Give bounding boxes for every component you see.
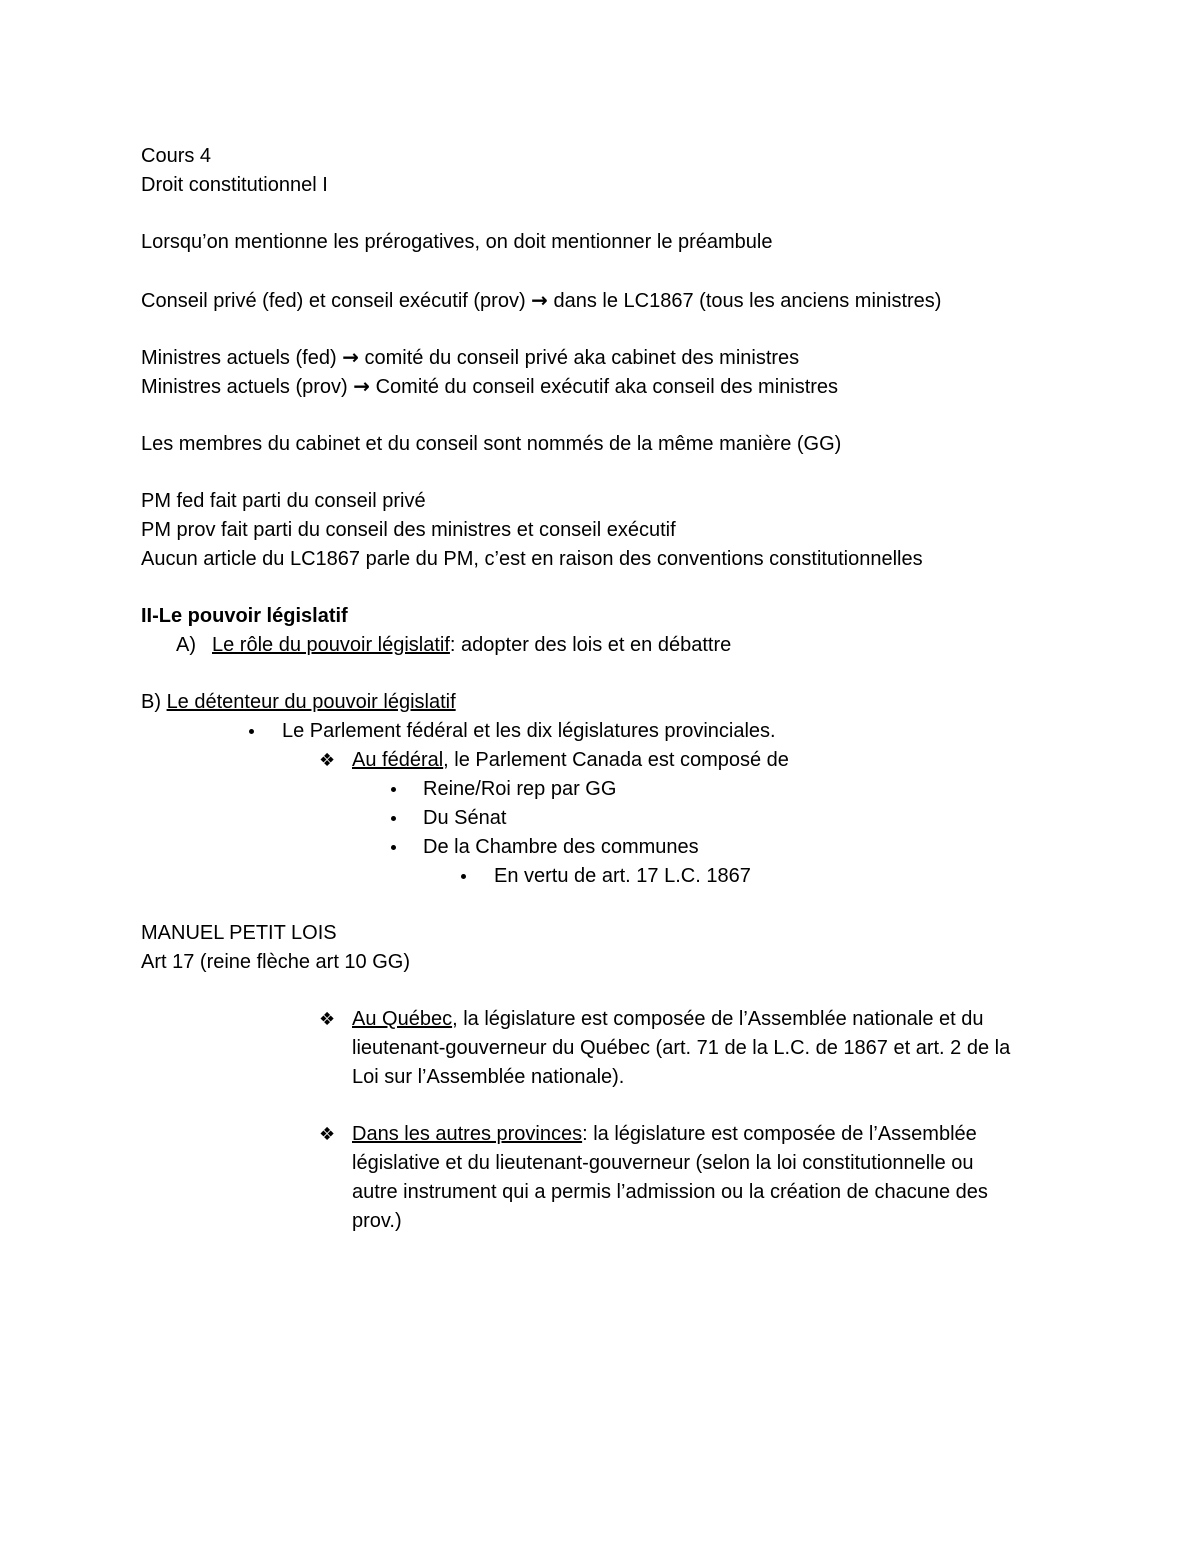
- bullet-chambre: De la Chambre des communes: [423, 836, 699, 858]
- item-autres-text-1: : la législature est composée de l’Assemblée: [582, 1123, 977, 1145]
- item-quebec-text-2: lieutenant-gouverneur du Québec (art. 71 de la L.C. de 1867 et art. 2 de la: [352, 1037, 1011, 1059]
- note-ministres-prov-a: Ministres actuels (prov): [141, 376, 348, 398]
- bullet-parlement: Le Parlement fédéral et les dix législatures provinciales.: [282, 720, 776, 742]
- note-conseil: [141, 286, 941, 316]
- note-manuel: MANUEL PETIT LOIS: [141, 922, 337, 944]
- note-aucun-article: Aucun article du LC1867 parle du PM, c’est en raison des conventions constitutionnelles: [141, 548, 923, 570]
- item-federal-text: , le Parlement Canada est composé de: [443, 749, 789, 771]
- item-a-heading: Le rôle du pouvoir législatif: [212, 634, 450, 656]
- bullet-icon: [391, 833, 396, 862]
- item-federal: [352, 746, 789, 775]
- diamond-bullet-icon: ❖: [319, 1124, 336, 1145]
- item-quebec-text-3: Loi sur l’Assemblée nationale).: [352, 1066, 625, 1088]
- item-autres-text-3: autre instrument qui a permis l’admission ou la création de chacune des: [352, 1181, 988, 1203]
- course-subject: Droit constitutionnel I: [141, 174, 328, 196]
- item-b-marker: B): [141, 691, 167, 713]
- item-autres-text-4: prov.): [352, 1210, 402, 1232]
- note-ministres-fed-a: Ministres actuels (fed): [141, 347, 337, 369]
- item-b: [141, 688, 456, 717]
- bullet-icon: [461, 862, 466, 891]
- list-marker-a: A): [176, 634, 196, 656]
- bullet-icon: [391, 775, 396, 804]
- note-ministres-fed: [141, 343, 799, 373]
- bullet-vertu: En vertu de art. 17 L.C. 1867: [494, 865, 751, 887]
- note-art17: Art 17 (reine flèche art 10 GG): [141, 951, 411, 973]
- item-a-text: : adopter des lois et en débattre: [449, 634, 732, 656]
- item-autres-heading: Dans les autres provinces: [352, 1123, 583, 1145]
- note-ministres-prov-b: Comité du conseil exécutif aka conseil des ministres: [375, 376, 839, 398]
- bullet-icon: [391, 804, 396, 833]
- item-a: [212, 631, 731, 660]
- arrow-icon: →: [353, 374, 371, 398]
- course-number: Cours 4: [141, 145, 212, 167]
- note-pm-prov: PM prov fait parti du conseil des ministres et conseil exécutif: [141, 519, 676, 541]
- section-title: II-Le pouvoir législatif: [141, 605, 348, 627]
- note-conseil-b: dans le LC1867 (tous les anciens ministres): [553, 290, 942, 312]
- item-quebec-heading: Au Québec: [352, 1008, 453, 1030]
- bullet-icon: [249, 717, 254, 746]
- arrow-icon: →: [342, 345, 359, 369]
- item-federal-heading: Au fédéral: [352, 749, 444, 771]
- note-conseil-a: Conseil privé (fed) et conseil exécutif (prov): [141, 290, 526, 312]
- item-quebec: [352, 1005, 984, 1034]
- note-ministres-prov: [141, 372, 838, 402]
- item-autres: [352, 1120, 977, 1149]
- bullet-senat: Du Sénat: [423, 807, 507, 829]
- arrow-icon: →: [531, 288, 548, 312]
- diamond-bullet-icon: ❖: [319, 1009, 336, 1030]
- note-ministres-fed-b: comité du conseil privé aka cabinet des ministres: [364, 347, 800, 369]
- item-quebec-text-1: , la législature est composée de l’Assemblée nationale et du: [452, 1008, 984, 1030]
- bullet-reine: Reine/Roi rep par GG: [423, 778, 617, 800]
- item-autres-text-2: législative et du lieutenant-gouverneur (selon la loi constitutionnelle ou: [352, 1152, 974, 1174]
- note-prerogatives: Lorsqu’on mentionne les prérogatives, on doit mentionner le préambule: [141, 231, 773, 253]
- note-pm-fed: PM fed fait parti du conseil privé: [141, 490, 426, 512]
- item-b-heading: Le détenteur du pouvoir législatif: [166, 691, 456, 713]
- note-membres: Les membres du cabinet et du conseil sont nommés de la même manière (GG): [141, 433, 842, 455]
- diamond-bullet-icon: ❖: [319, 750, 336, 771]
